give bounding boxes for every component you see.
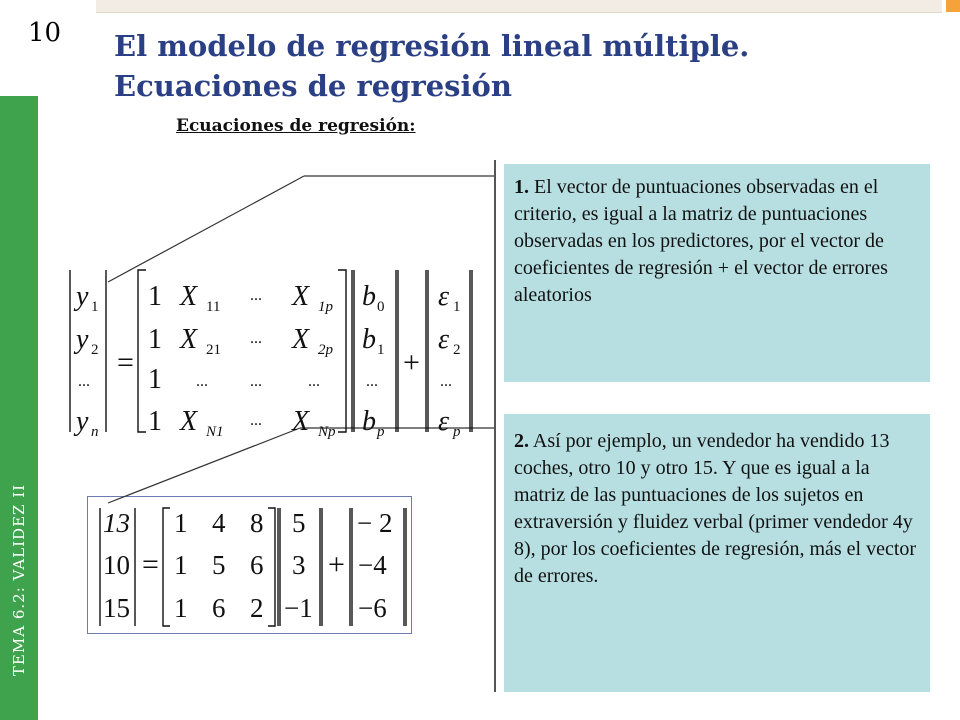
x-col2-r4-sub: N1: [206, 424, 224, 440]
y-n-sub: n: [91, 424, 99, 440]
num-y-3: 15: [103, 593, 130, 623]
e-2-sub: 2: [453, 342, 461, 358]
num-x-r1-c1: 1: [174, 508, 188, 538]
e-p-sub: p: [453, 424, 461, 440]
num-x-r3-c1: 1: [174, 593, 188, 623]
num-x-r2-c2: 5: [212, 550, 226, 580]
num-e-2: −4: [358, 550, 387, 580]
num-y-2: 10: [103, 550, 130, 580]
x-col4-r2: X: [292, 324, 310, 355]
num-x-r2-c3: 6: [250, 550, 264, 580]
box2-number: 2.: [514, 430, 529, 452]
x-col4-dots: ...: [308, 373, 320, 390]
y-2: y: [76, 324, 89, 355]
y-2-sub: 2: [91, 342, 99, 358]
x-col4-r1-sub: 1p: [318, 299, 333, 315]
x-col2-r4: X: [180, 406, 198, 437]
num-x-r2-c1: 1: [174, 550, 188, 580]
title-line-2: Ecuaciones de regresión: [114, 69, 512, 103]
x-col1-r4: 1: [148, 406, 162, 437]
x-col4-r2-sub: 2p: [318, 342, 333, 358]
numeric-plus: +: [328, 548, 345, 581]
y-1: y: [76, 281, 89, 312]
e-1: ε: [438, 281, 450, 312]
x-col2-dots: ...: [196, 373, 208, 390]
x-col3-r2: ...: [250, 330, 262, 347]
y-1-sub: 1: [91, 299, 99, 315]
num-b-2: 3: [292, 550, 306, 580]
general-plus: +: [403, 346, 420, 379]
e-p: ε: [438, 406, 450, 437]
x-col2-r1-sub: 11: [206, 299, 221, 315]
general-equals: =: [117, 346, 134, 379]
x-col4-r1: X: [292, 281, 310, 312]
num-b-3: −1: [284, 593, 313, 623]
x-col4-r4: X: [292, 406, 310, 437]
x-col2-r1: X: [180, 281, 198, 312]
x-col1-r1: 1: [148, 281, 162, 312]
b-1: b: [362, 324, 376, 355]
num-e-3: −6: [358, 593, 387, 623]
numeric-equals: =: [142, 548, 159, 581]
x-col3-r3: ...: [250, 373, 262, 390]
e-1-sub: 1: [453, 299, 461, 315]
e-dots: ...: [440, 373, 452, 390]
num-y-1: 13: [103, 508, 130, 538]
b-p-sub: p: [377, 424, 385, 440]
box1-number: 1.: [514, 176, 529, 198]
x-col3-r4: ...: [250, 412, 262, 429]
b-1-sub: 1: [377, 342, 385, 358]
num-b-1: 5: [292, 508, 306, 538]
x-col4-r4-sub: Np: [318, 424, 336, 440]
x-col1-r2: 1: [148, 324, 162, 355]
e-2: ε: [438, 324, 450, 355]
section-subtitle: Ecuaciones de regresión:: [176, 116, 416, 136]
num-x-r3-c2: 6: [212, 593, 226, 623]
y-dots: ...: [78, 373, 90, 390]
title-line-1: El modelo de regresión lineal múltiple.: [114, 29, 750, 63]
x-col2-r2-sub: 21: [206, 342, 221, 358]
num-e-1: − 2: [357, 508, 393, 538]
num-x-r3-c3: 2: [250, 593, 264, 623]
y-n: y: [76, 406, 89, 437]
numeric-equation: [103, 508, 392, 623]
num-x-r1-c3: 8: [250, 508, 264, 538]
b-0: b: [362, 281, 376, 312]
x-col3-r1: ...: [250, 287, 262, 304]
box1-text: El vector de puntuaciones observadas en el criterio, es igual a la matriz de puntuaciones observadas en los predictores, por el vector de coeficientes de regresión + el vector de errores aleatorios: [514, 176, 888, 306]
side-label: TEMA 6.2: VALIDEZ II: [10, 483, 28, 677]
x-col2-r2: X: [180, 324, 198, 355]
b-p: b: [362, 406, 376, 437]
b-dots: ...: [366, 373, 378, 390]
slide-number: 10: [28, 18, 62, 48]
general-equation: [73, 281, 461, 440]
x-col1-r3: 1: [148, 364, 162, 395]
b-0-sub: 0: [377, 299, 385, 315]
box2-text: Así por ejemplo, un vendedor ha vendido 13 coches, otro 10 y otro 15. Y que es igual a la matriz de las puntuaciones de los sujetos en extraversión y fluidez verbal (primer vendedor 4y 8), por los coeficientes de regresión, más el vector de errores.: [514, 430, 917, 587]
num-x-r1-c2: 4: [212, 508, 226, 538]
